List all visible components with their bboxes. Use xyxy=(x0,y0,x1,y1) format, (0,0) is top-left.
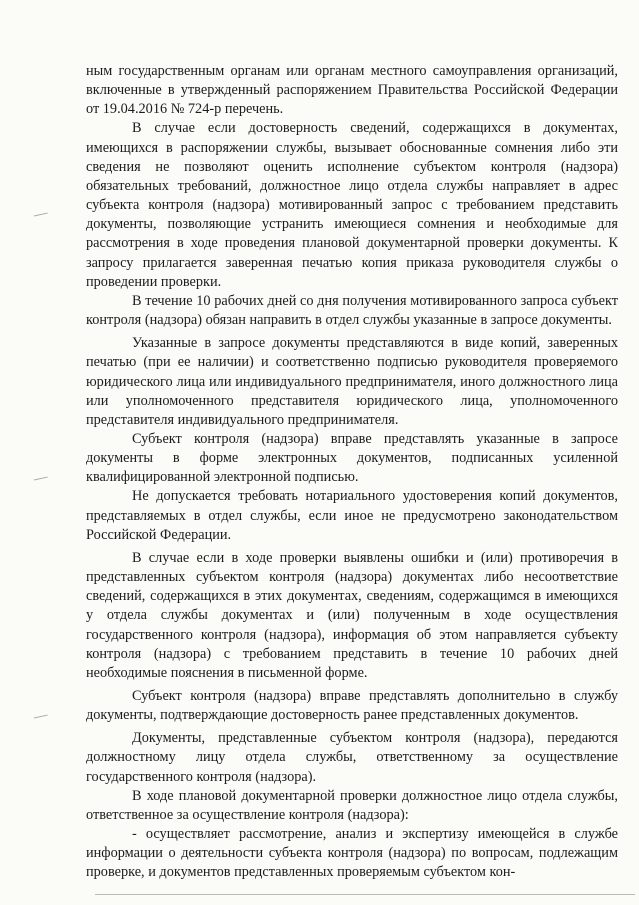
paragraph-continuation: ным государственным органам или органам местного самоуправления организаций, включенные в утвержденный распоряжением Правительства Российской Федерации от 19.04.2016 № 724-р перечень. xyxy=(86,63,618,118)
paragraph: Указанные в запросе документы представляются в виде копий, заверенных печатью (при ее наличии) и соответственно подписью руководителя проверяемого юридического лица или индивидуального предпринимателя, иного должностного лица или уполномоченного представителя юридического лица, уполномоченного представителя индивидуального предпринимателя. xyxy=(86,335,618,428)
scan-edge-line xyxy=(95,894,635,895)
paragraph: Документы, представленные субъектом контроля (надзора), передаются должностному лицу отдела службы, ответственному за осуществление государственного контроля (надзора). xyxy=(86,730,618,785)
paragraph: В течение 10 рабочих дней со дня получения мотивированного запроса субъект контроля (надзора) обязан направить в отдел службы указанные в запросе документы. xyxy=(86,292,618,329)
paragraph: Субъект контроля (надзора) вправе представлять указанные в запросе документы в форме электронных документов, подписанных усиленной квалифицированной электронной подписью. xyxy=(86,430,618,486)
margin-mark xyxy=(34,715,48,721)
paragraph: В случае если достоверность сведений, содержащихся в документах, имеющихся в распоряжении службы, вызывает обоснованные сомнения либо эти сведения не позволяют оценить исполнение субъектом контроля (надзора) обязательных требований, должностное лицо отдела службы направляет в адрес субъекта контроля (надзора) мотивированный запрос с требованием представить документы, позволяющие устранить имеющиеся сомнения и необходимые для рассмотрения в ходе проведения плановой документарной проверки документы. К запросу прилагается заверенная печатью копия приказа руководителя службы о проведении проверки. xyxy=(86,120,618,290)
paragraph: Не допускается требовать нотариального удостоверения копий документов, представляемых в отдел службы, если иное не предусмотрено законодательством Российской Федерации. xyxy=(86,488,618,543)
document-body xyxy=(86,62,618,883)
paragraph: В случае если в ходе проверки выявлены ошибки и (или) противоречия в представленных субъектом контроля (надзора) документах либо несоответствие сведений, содержащихся в этих документах, сведениям, содержащимся в имеющихся у отдела службы документах и (или) полученным в ходе осуществления государственного контроля (надзора), информация об этом направляется субъекту контроля (надзора) с требованием представить в течение 10 рабочих дней необходимые пояснения в письменной форме. xyxy=(86,549,618,681)
list-item: - осуществляет рассмотрение, анализ и экспертизу имеющейся в службе информации о деятельности субъекта контроля (надзора) по вопросам, подлежащим проверке, и документов представленных проверяемым субъектом кон- xyxy=(86,826,618,881)
paragraph: В ходе плановой документарной проверки должностное лицо отдела службы, ответственное за осуществление контроля (надзора): xyxy=(86,787,618,823)
margin-mark xyxy=(34,213,48,219)
margin-mark xyxy=(34,477,48,483)
paragraph: Субъект контроля (надзора) вправе представлять дополнительно в службу документы, подтверждающие достоверность ранее представленных документов. xyxy=(86,688,618,724)
